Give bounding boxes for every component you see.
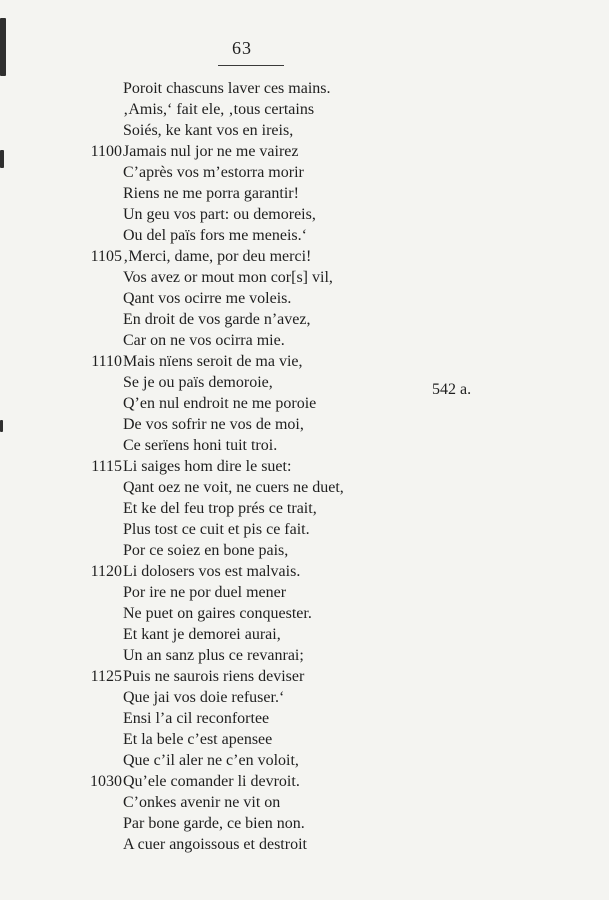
line-number: 1125 bbox=[90, 668, 122, 685]
line-text: Li dolosers vos est malvais. bbox=[123, 563, 301, 580]
line-text: C’onkes avenir ne vit on bbox=[123, 794, 281, 811]
line-text: Li saiges hom dire le suet: bbox=[123, 458, 292, 475]
line-text: Jamais nul jor ne me vairez bbox=[123, 143, 299, 160]
line-number: 1105 bbox=[90, 248, 122, 265]
line-text: ‚Merci, dame, por deu merci! bbox=[123, 248, 312, 265]
line-number: 1100 bbox=[90, 143, 122, 160]
line-text: Plus tost ce cuit et pis ce fait. bbox=[123, 521, 310, 538]
line-text: Car on ne vos ocirra mie. bbox=[123, 332, 285, 349]
line-text: Por ire ne por duel mener bbox=[123, 584, 287, 601]
line-text: Qu’ele comander li devroit. bbox=[123, 773, 300, 790]
line-text: C’après vos m’estorra morir bbox=[123, 164, 304, 181]
left-binding-mark bbox=[0, 420, 3, 432]
line-text: Puis ne saurois riens deviser bbox=[123, 668, 305, 685]
left-binding-mark bbox=[0, 18, 6, 76]
line-text: Por ce soiez en bone pais, bbox=[123, 542, 289, 559]
line-text: Et la bele c’est apensee bbox=[123, 731, 273, 748]
line-text: Soiés, ke kant vos en ireis, bbox=[123, 122, 294, 139]
line-text: Ce serïens honi tuit troi. bbox=[123, 437, 278, 454]
line-text: Vos avez or mout mon cor[s] vil, bbox=[123, 269, 333, 286]
line-text: Se je ou païs demoroie, bbox=[123, 374, 273, 391]
line-text: Mais nïens seroit de ma vie, bbox=[123, 353, 303, 370]
line-number: 1110 bbox=[91, 353, 122, 370]
line-text: Et ke del feu trop prés ce trait, bbox=[123, 500, 317, 517]
line-text: Par bone garde, ce bien non. bbox=[123, 815, 305, 832]
line-text: Ou del païs fors me meneis.‘ bbox=[123, 227, 307, 244]
line-text: De vos sofrir ne vos de moi, bbox=[123, 416, 304, 433]
line-text: Un geu vos part: ou demoreis, bbox=[123, 206, 316, 223]
page-number: 63 bbox=[232, 38, 252, 58]
line-number: 1120 bbox=[90, 563, 122, 580]
line-text: Et kant je demorei aurai, bbox=[123, 626, 281, 643]
line-text: Ne puet on gaires conquester. bbox=[123, 605, 312, 622]
line-text: Poroit chascuns laver ces mains. bbox=[123, 80, 331, 97]
line-text: Q’en nul endroit ne me poroie bbox=[123, 395, 317, 412]
left-binding-mark bbox=[0, 150, 4, 168]
line-text: Ensi l’a cil reconfortee bbox=[123, 710, 270, 727]
line-text: ‚Amis,‘ fait ele, ‚tous certains bbox=[123, 101, 315, 118]
marginal-note: 542 a. bbox=[432, 381, 472, 398]
line-text: Que c’il aler ne c’en voloit, bbox=[123, 752, 299, 769]
line-text: Qant oez ne voit, ne cuers ne duet, bbox=[123, 479, 344, 496]
line-number: 1115 bbox=[91, 458, 122, 475]
line-text: Riens ne me porra garantir! bbox=[123, 185, 299, 202]
page-number-rule bbox=[218, 65, 284, 66]
line-number: 1030 bbox=[90, 773, 122, 790]
line-text: Qant vos ocirre me voleis. bbox=[123, 290, 292, 307]
line-text: En droit de vos garde n’avez, bbox=[123, 311, 311, 328]
line-text: A cuer angoissous et destroit bbox=[123, 836, 307, 853]
line-text: Que jai vos doie refuser.‘ bbox=[123, 689, 285, 706]
line-text: Un an sanz plus ce revanrai; bbox=[123, 647, 304, 664]
